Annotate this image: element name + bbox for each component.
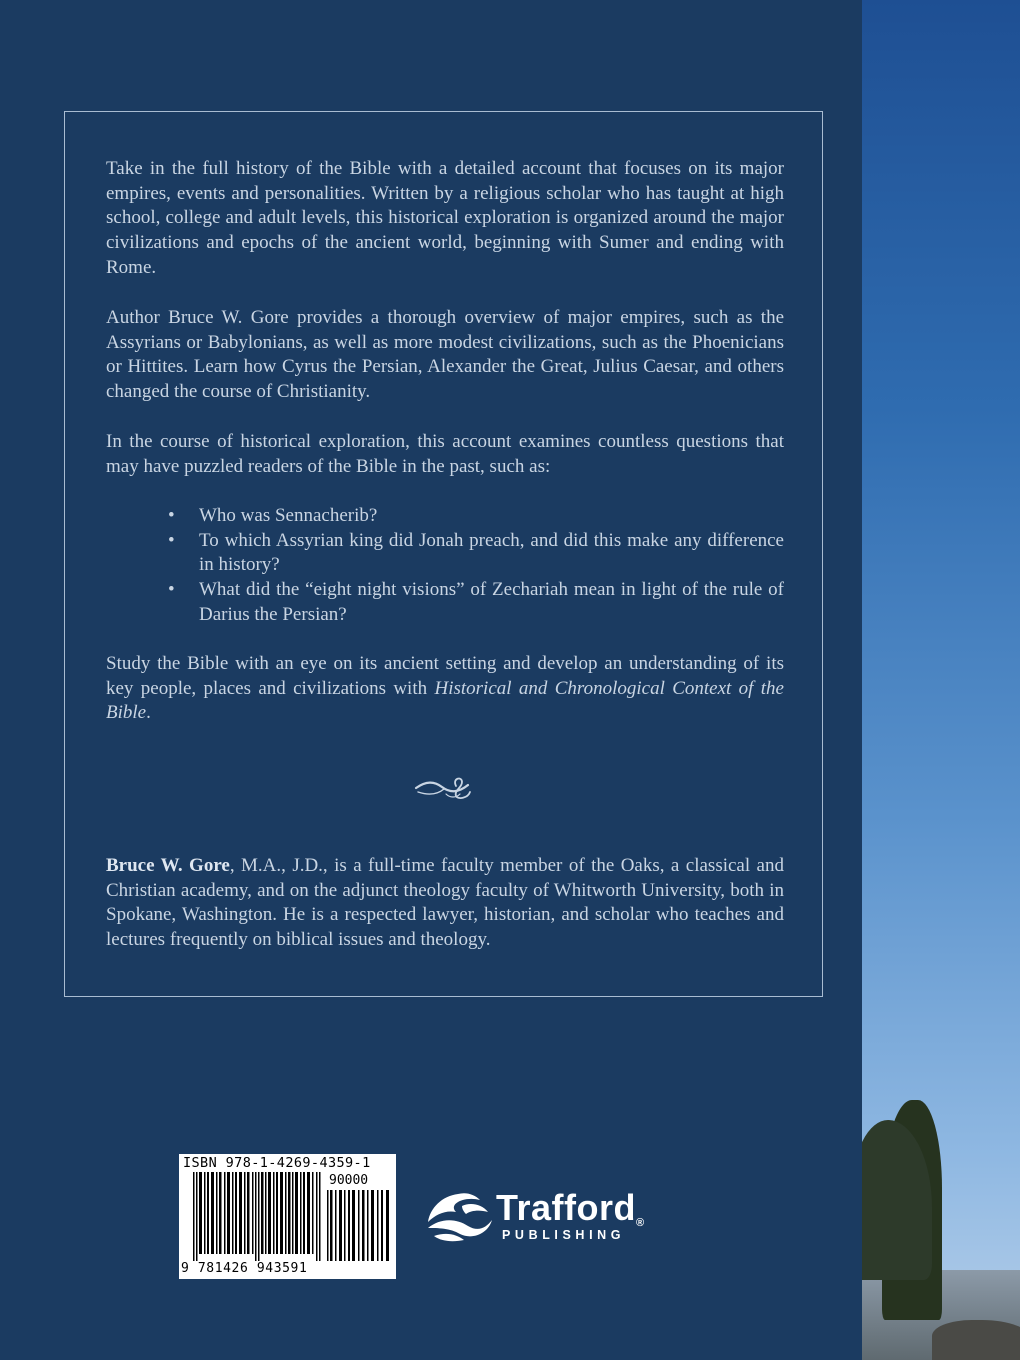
publisher-subtitle: PUBLISHING: [502, 1228, 626, 1242]
book-title: Historical and Chronological Context of the Bible: [106, 677, 784, 724]
author-name: Bruce W. Gore: [106, 855, 230, 876]
publisher-name: [496, 1187, 644, 1229]
barcode-addon-bars: [327, 1190, 391, 1261]
description-paragraph-2: Author Bruce W. Gore provides a thorough overview of major empires, such as the Assyrians or Babylonians, as well as more modest civilizations, such as the Phoenicians or Hittites. Learn how Cyrus the Persian, Alexander the Great, Julius Caesar, and others changed the course of Christianity.: [106, 307, 784, 403]
p4-end: .: [146, 702, 151, 724]
price-code: 90000: [329, 1173, 369, 1188]
p4-lead: Study the Bible with an eye on its ancient setting and develop an understanding of its key people, places and civilizations with: [106, 653, 784, 699]
bullet-icon: •: [168, 505, 175, 526]
description-paragraph-3: In the course of historical exploration, this account examines countless questions that may have puzzled readers of the Bible in the past, such as:: [106, 431, 784, 477]
question-text: To which Assyrian king did Jonah preach, and did this make any difference in history?: [199, 529, 784, 576]
list-item: [168, 578, 784, 627]
question-text: Who was Sennacherib?: [199, 505, 378, 526]
description-paragraph-1: Take in the full history of the Bible with a detailed account that focuses on its major empires, events and personalities. Written by a religious scholar who has taught at high school, college and adult levels, this historical exploration is organized around the major civilizations and epochs of the ancient world, beginning with Sumer and ending with Rome.: [106, 158, 784, 278]
author-bio-text: , M.A., J.D., is a full-time faculty member of the Oaks, a classical and Christian academy, and on the adjunct theology faculty of Whitworth University, both in Spokane, Washington. He is a respected lawyer, historian, and scholar who teaches and lectures frequently on biblical issues and theology.: [106, 855, 784, 951]
description-paragraph-4: [106, 652, 784, 726]
registered-mark: ®: [636, 1217, 645, 1229]
publisher-name-text: Trafford: [496, 1187, 637, 1228]
list-item: [168, 504, 784, 529]
photo-edge: [862, 0, 1020, 1360]
flourish-ornament-icon: [412, 772, 476, 802]
isbn-barcode: [179, 1154, 396, 1279]
isbn-label: ISBN 978-1-4269-4359-1: [183, 1155, 371, 1171]
question-text: What did the “eight night visions” of Zechariah mean in light of the rule of Darius the Persian?: [199, 579, 784, 625]
question-list: [168, 504, 784, 628]
bullet-icon: •: [168, 529, 175, 551]
bullet-icon: •: [168, 579, 175, 601]
barcode-digits: 9 781426 943591: [181, 1261, 308, 1276]
barcode-bars: [193, 1172, 323, 1261]
list-item: [168, 529, 784, 578]
photo-crowd: [932, 1320, 1020, 1360]
author-bio: [106, 854, 784, 953]
